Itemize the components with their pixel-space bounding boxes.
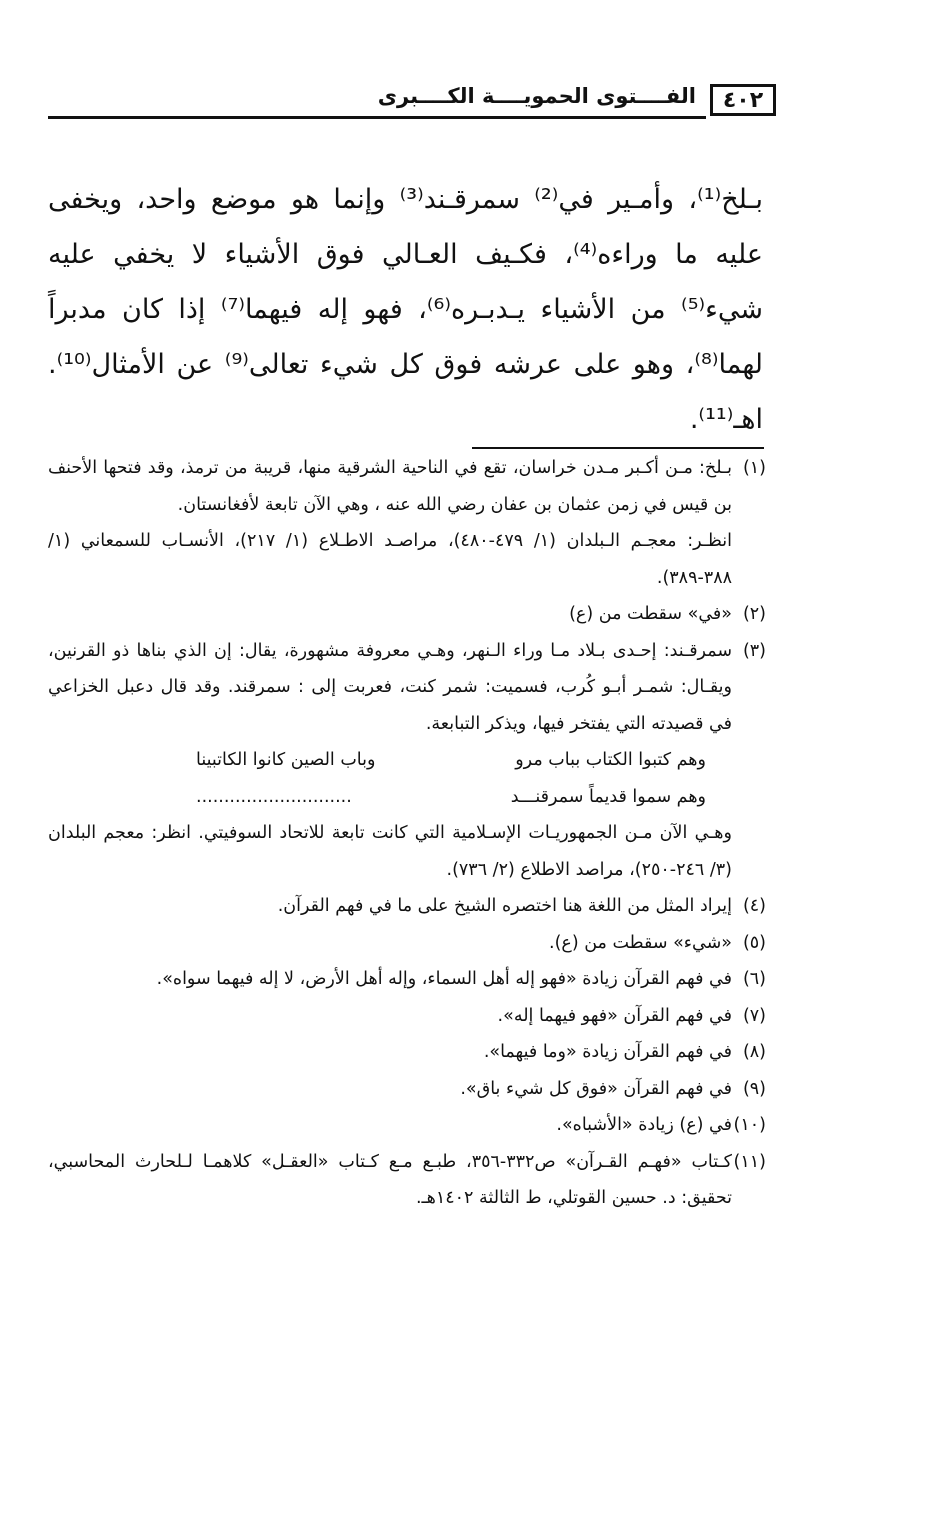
footnote	[48, 998, 766, 1035]
footnote-line: في فهم القرآن «فهو فيهما إله».	[497, 1005, 732, 1026]
footnote-number: (٧)	[742, 1005, 766, 1026]
footnote-line: بـلخ: مـن أكـبر مـدن خراسان، تقع في الناحية الشرقية منها، قريبة من ترمذ، وقد فتحها الأحنف بن قيس في زمن عثمان بن عفان رضي الله عنه ، وهي الآن تابعة لأفغانستان.	[48, 458, 732, 515]
page-number: ٤٠٢	[710, 84, 776, 116]
poem-hemistich: وهم كتبوا الكتاب بباب مرو	[515, 750, 706, 770]
footnote	[48, 450, 766, 596]
footnote-line: في فهم القرآن «فوق كل شيء باق».	[460, 1078, 732, 1099]
footnote-line: «في» سقطت من (ع)	[569, 604, 732, 624]
footnote	[48, 961, 766, 998]
footnote-number: (١١)	[733, 1151, 766, 1172]
footnote-text	[48, 633, 732, 889]
footnote	[48, 1034, 766, 1071]
footnote-line: سمرقـند: إحـدى بـلاد مـا وراء الـنهر، وهـي معروفة مشهورة، يقال: إن الذي بناها ذو القرنين، ويقـال: شمـر أبـو كُرب، فسميت: شمر كنت، فعربت إلى : سمرقند. وقد قال دعبل الخزاعي في قصيدته التي يفتخر فيها، ويذكر التبابعة.	[48, 640, 732, 734]
footnote-separator	[472, 447, 764, 449]
footnote-line: في فهم القرآن زيادة «فهو إله أهل السماء، وإله أهل الأرض، لا إله فيهما سواه».	[156, 969, 732, 989]
footnote	[48, 596, 766, 633]
footnote-line: كـتاب «فهـم القـرآن» ص٣٣٢-٣٥٦، طبـع مـع كـتاب «العقـل» كلاهمـا لـلحارث المحاسبي، تحقيق: د. حسين القوتلي، ط الثالثة ١٤٠٢هـ.	[48, 1151, 732, 1208]
poem-hemistich: وباب الصين كانوا الكاتبينا	[196, 750, 376, 770]
footnote	[48, 888, 766, 925]
footnote-text	[48, 450, 732, 596]
footnote-number: (٢)	[742, 604, 766, 624]
footnote-line: «شيء» سقطت من (ع).	[549, 932, 732, 953]
page-header	[48, 82, 776, 122]
main-paragraph: بـلخ⁽¹⁾، وأمـير في⁽²⁾ سمرقـند⁽³⁾ وإنما هو موضع واحد، ويخفى عليه ما وراءه⁽⁴⁾، فكـيف العـالي فوق الأشياء لا يخفي عليه شيء⁽⁵⁾ من الأشياء يـدبـره⁽⁶⁾، فهو إله فيهما⁽⁷⁾ إذا كان مدبراً لهما⁽⁸⁾، وهو على عرشه فوق كل شيء تعالى⁽⁹⁾ عن الأمثال⁽¹⁰⁾. اهـ⁽¹¹⁾.	[48, 184, 763, 435]
footnote	[48, 633, 766, 889]
poem-hemistich: وهم سموا قديماً سمرقنـــد	[510, 786, 706, 807]
footnote-number: (١٠)	[733, 1115, 766, 1135]
footnote-text	[48, 925, 732, 962]
footnote-text	[48, 998, 732, 1035]
footnote-line: وهـي الآن مـن الجمهوريـات الإسـلامية التي كانت تابعة للاتحاد السوفيتي. انظر: معجم البلدان (٣/ ٢٤٦-٢٥٠)، مراصد الاطلاع (٢/ ٧٣٦).	[48, 823, 732, 880]
footnote-text	[48, 1071, 732, 1108]
footnote-text	[48, 961, 732, 998]
footnotes	[48, 450, 766, 1217]
footnote	[48, 1144, 766, 1217]
footnote-number: (٦)	[742, 969, 766, 989]
footnote	[48, 925, 766, 962]
footnote-number: (٨)	[742, 1042, 766, 1062]
footnote	[48, 1071, 766, 1108]
footnote-text	[48, 888, 732, 925]
footnote-text	[48, 596, 732, 633]
footnote-number: (٣)	[742, 640, 766, 661]
footnote-number: (١)	[742, 458, 766, 478]
main-text	[48, 172, 763, 447]
footnote-line: في فهم القرآن زيادة «وما فيهما».	[483, 1042, 732, 1062]
header-rule	[48, 116, 706, 119]
footnote-line: في (ع) زيادة «الأشباه».	[556, 1115, 732, 1135]
running-title: الفــــتوى الحمويــــة الكــــبرى	[377, 84, 696, 108]
poem-verse	[196, 742, 706, 779]
poem-verse	[196, 779, 706, 816]
footnote-line: انظـر: معجـم الـبلدان (١/ ٤٧٩-٤٨٠)، مراصـد الاطـلاع (١/ ٢١٧)، الأنسـاب للسمعاني (١/ ٣٨٨-٣٨٩).	[48, 531, 732, 588]
footnote-number: (٥)	[742, 932, 766, 953]
footnote-text	[48, 1144, 732, 1217]
footnote-text	[48, 1107, 732, 1144]
footnote	[48, 1107, 766, 1144]
footnote-line: إيراد المثل من اللغة هنا اختصره الشيخ على ما في فهم القرآن.	[277, 896, 732, 916]
footnote-number: (٩)	[742, 1078, 766, 1099]
poem-hemistich: ............................	[196, 786, 352, 807]
footnote-number: (٤)	[742, 896, 766, 916]
footnote-text	[48, 1034, 732, 1071]
